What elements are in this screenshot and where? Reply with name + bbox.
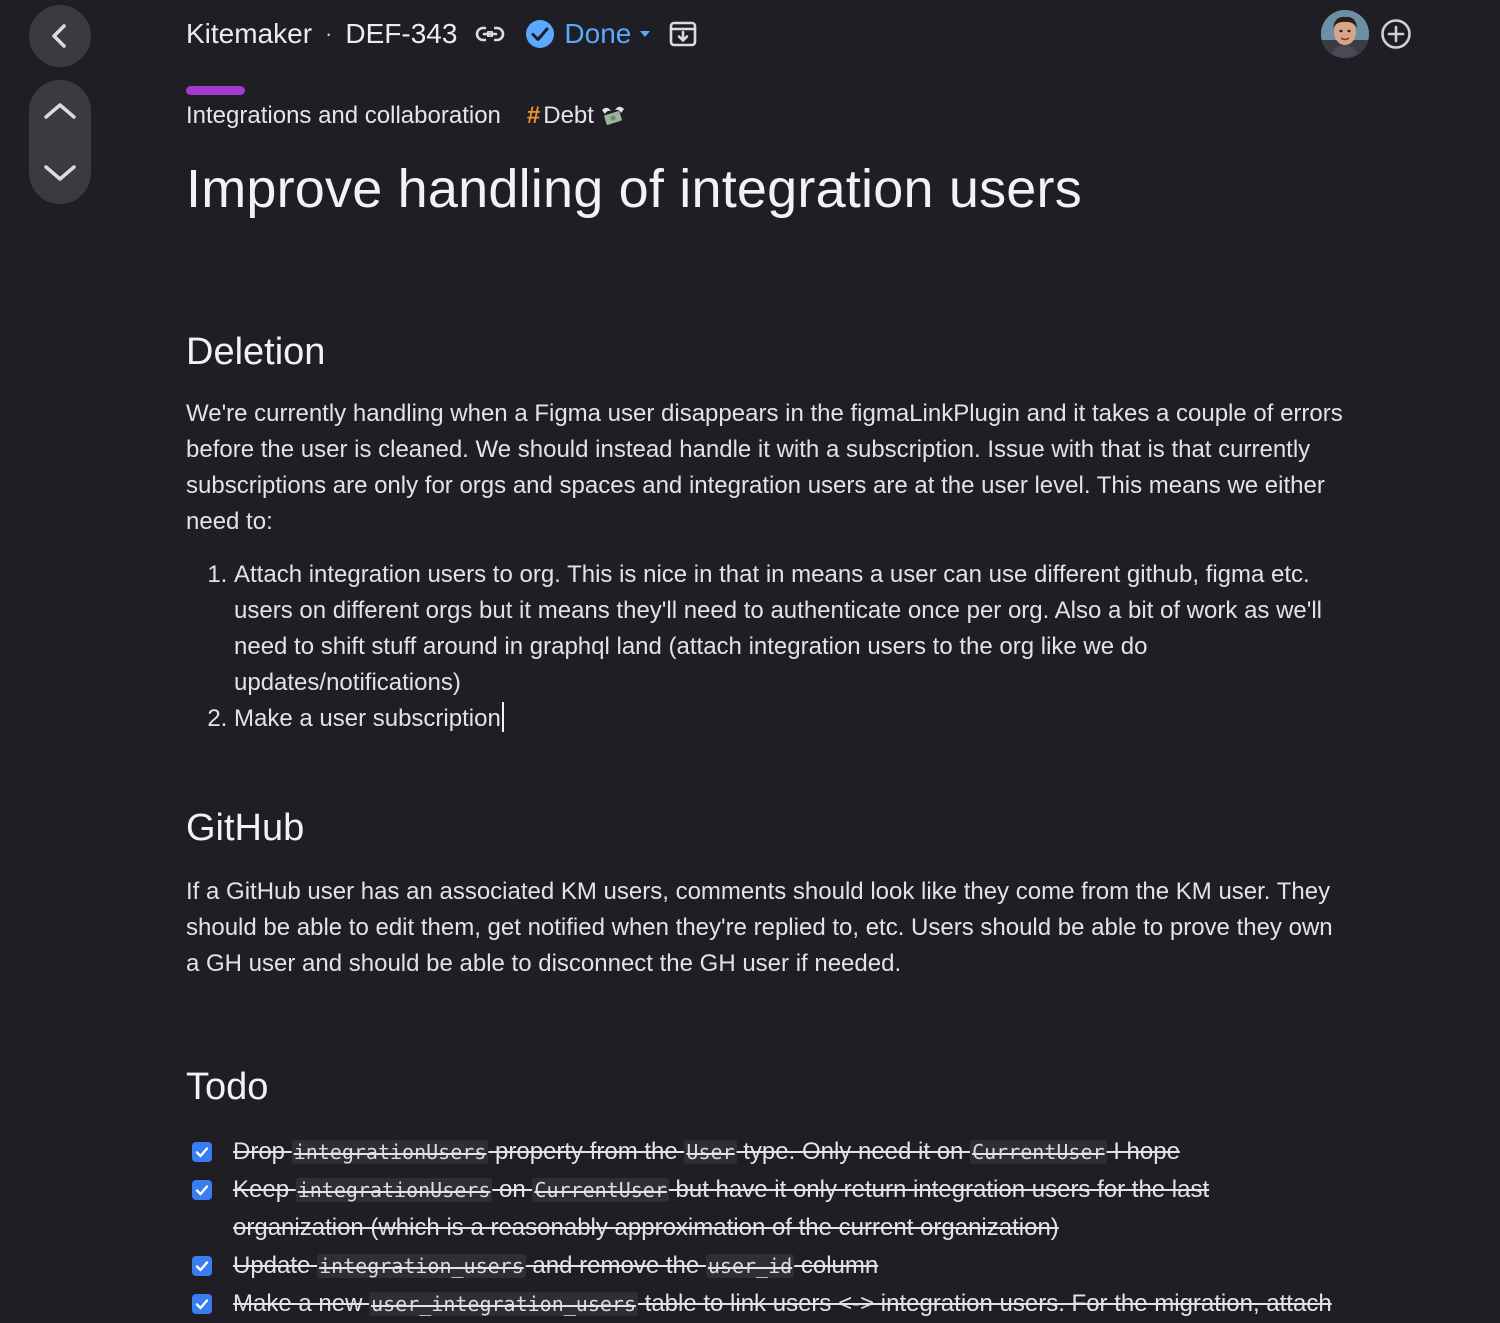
list-item [234,701,1346,737]
todo-text: Update [233,1252,318,1279]
theme-color-bar [186,86,245,95]
todo-item [186,1285,1346,1323]
status-dropdown[interactable] [525,18,651,50]
todo-text: type. Only need it on [736,1138,971,1165]
todo-text: column [794,1252,879,1279]
deletion-paragraph: We're currently handling when a Figma user disappears in the figmaLinkPlugin and it takes a couple of errors before the user is cleaned. We should instead handle it with a subscription. Issue with that is that currently subscriptions are only for orgs and spaces and integration users are at the user level. This means we either need to: [186,400,1343,535]
todo-checkbox[interactable] [192,1256,212,1276]
todo-text: I hope [1106,1138,1180,1165]
chevron-left-icon [46,22,74,50]
todo-checkbox[interactable] [192,1180,212,1200]
tag-hash: # [526,102,541,129]
todo-list [186,1133,1346,1323]
todo-text: on [492,1176,533,1203]
copy-link-button[interactable] [475,24,505,44]
plus-circle-icon [1380,18,1412,50]
theme-label[interactable]: Integrations and collaboration [186,102,501,129]
todo-text: table to link users <-> integration users. For the migration, attach [637,1290,1332,1317]
heading-github: GitHub [186,807,305,849]
status-label: Done [564,18,632,49]
issue-id: DEF-343 [345,18,458,49]
inline-code: CurrentUser [534,1178,667,1202]
next-issue-button[interactable] [29,142,91,204]
issue-labels [186,100,626,132]
checkmark-icon [195,1259,209,1273]
checkmark-icon [195,1297,209,1311]
inline-code: integrationUsers [293,1140,487,1164]
avatar[interactable] [1321,10,1369,58]
check-circle-icon [525,19,555,49]
deletion-options-list [186,557,1346,737]
archive-icon [669,20,697,48]
heading-todo: Todo [186,1066,269,1108]
todo-text: but have it only return integration users for the last organization (which is a reasonably approximation of the current organization) [233,1176,1210,1241]
todo-checkbox[interactable] [192,1294,212,1314]
chevron-up-icon [43,100,77,122]
text-cursor [502,702,504,732]
todo-text: and remove the [525,1252,706,1279]
issue-header [186,14,697,54]
chevron-down-icon [43,162,77,184]
inline-code: integration_users [319,1254,524,1278]
tag-label: Debt [543,102,594,129]
caret-down-icon [639,30,651,38]
tag-debt[interactable] [527,102,626,130]
issue-description[interactable] [186,320,1346,1323]
todo-text: Keep [233,1176,296,1203]
github-paragraph: If a GitHub user has an associated KM users, comments should look like they come from the KM user. They should be able to edit them, get notified when they're replied to, etc. Users should be able to prove they own a GH user and should be able to disconnect the GH user if needed. [186,878,1333,977]
todo-item [186,1171,1346,1247]
todo-text: Drop [233,1138,292,1165]
user-avatar-image [1321,10,1369,58]
link-icon [475,24,505,44]
todo-text: Make a new [233,1290,370,1317]
todo-item [186,1247,1346,1285]
previous-issue-button[interactable] [29,80,91,142]
inline-code: User [686,1140,735,1164]
inline-code: CurrentUser [972,1140,1105,1164]
money-with-wings-icon [600,104,626,128]
inline-code: user_integration_users [371,1292,636,1316]
header-separator: · [325,21,333,46]
todo-text: property from the [488,1138,685,1165]
inline-code: integrationUsers [297,1178,491,1202]
checkmark-icon [195,1183,209,1197]
heading-deletion: Deletion [186,331,326,373]
checkmark-icon [195,1145,209,1159]
list-item: 1. Attach integration users to org. This is nice in that in means a user can use different github, figma etc. users on different orgs but it means they'll need to authenticate once per org. Also a bit of work as we'll need to shift stuff around in graphql land (attach integration users to the org like we do updates/notifications) [234,557,1346,701]
back-button[interactable] [29,5,91,67]
list-item-text: Make a user subscription [234,705,501,732]
add-watcher-button[interactable] [1380,18,1412,50]
todo-checkbox[interactable] [192,1142,212,1162]
todo-item [186,1133,1346,1171]
issue-navigation [29,80,91,204]
issue-title[interactable]: Improve handling of integration users [186,159,1082,219]
workspace-name[interactable]: Kitemaker [186,18,313,49]
inline-code: user_id [707,1254,793,1278]
archive-button[interactable] [669,20,697,48]
